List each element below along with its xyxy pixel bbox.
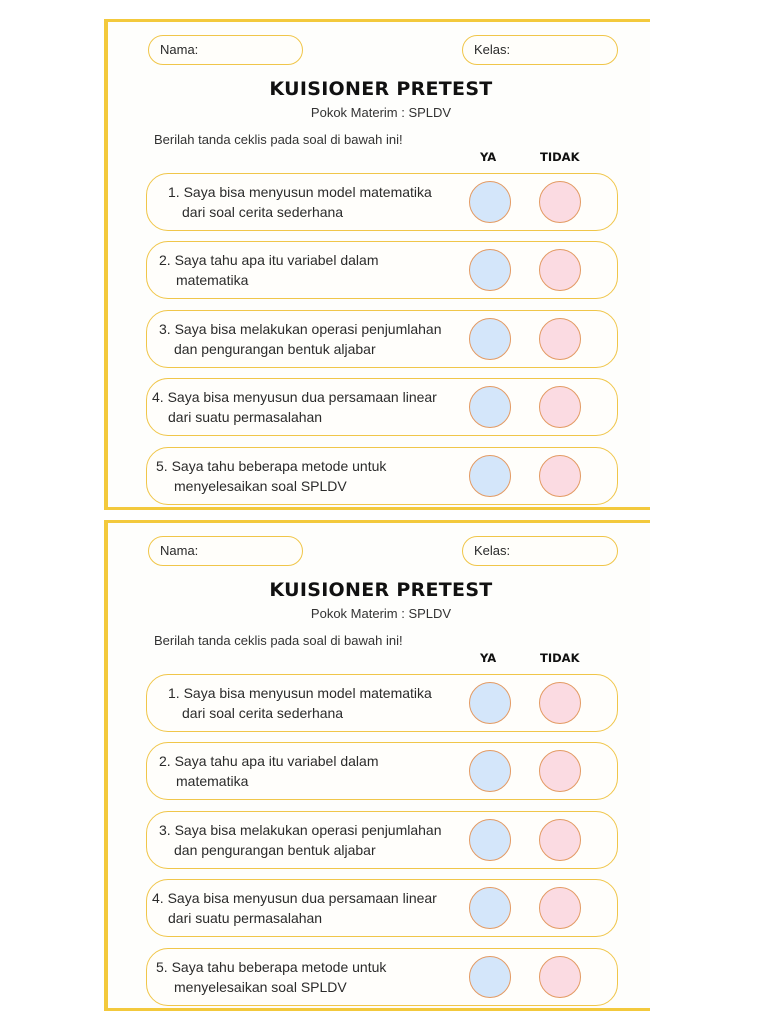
- ya-checkbox[interactable]: [469, 455, 511, 497]
- question-text: 3. Saya bisa melakukan operasi penjumlahan dan pengurangan bentuk aljabar: [159, 321, 442, 357]
- question-row: [146, 241, 618, 299]
- tidak-checkbox[interactable]: [539, 386, 581, 428]
- page-subtitle: Pokok Materim : SPLDV: [310, 105, 452, 120]
- question-row: [146, 948, 618, 1006]
- question-row: [146, 378, 618, 436]
- column-header-tidak: TIDAK: [540, 651, 580, 665]
- ya-checkbox[interactable]: [469, 249, 511, 291]
- question-text: 2. Saya tahu apa itu variabel dalam matematika: [159, 252, 379, 288]
- tidak-checkbox[interactable]: [539, 750, 581, 792]
- nama-field[interactable]: [148, 35, 303, 65]
- tidak-checkbox[interactable]: [539, 249, 581, 291]
- kelas-field[interactable]: [462, 35, 618, 65]
- nama-field[interactable]: [148, 536, 303, 566]
- tidak-checkbox[interactable]: [539, 887, 581, 929]
- column-header-ya: YA: [480, 651, 497, 665]
- questionnaire-card-1: [104, 19, 650, 510]
- ya-checkbox[interactable]: [469, 956, 511, 998]
- question-text: 4. Saya bisa menyusun dua persamaan linear dari suatu permasalahan: [152, 890, 437, 926]
- question-text: 5. Saya tahu beberapa metode untuk menyelesaikan soal SPLDV: [156, 959, 387, 995]
- question-text: 1. Saya bisa menyusun model matematika dari soal cerita sederhana: [168, 685, 432, 721]
- question-row: [146, 879, 618, 937]
- nama-label: Nama:: [160, 42, 199, 57]
- tidak-checkbox[interactable]: [539, 819, 581, 861]
- page-title: KUISIONER PRETEST: [269, 78, 493, 100]
- question-row: [146, 742, 618, 800]
- instruction-text: Berilah tanda ceklis pada soal di bawah ini!: [154, 132, 403, 147]
- question-row: [146, 173, 618, 231]
- ya-checkbox[interactable]: [469, 750, 511, 792]
- question-row: [146, 674, 618, 732]
- question-text: 3. Saya bisa melakukan operasi penjumlahan dan pengurangan bentuk aljabar: [159, 822, 442, 858]
- kelas-label: Kelas:: [474, 543, 511, 558]
- tidak-checkbox[interactable]: [539, 956, 581, 998]
- nama-label: Nama:: [160, 543, 199, 558]
- tidak-checkbox[interactable]: [539, 181, 581, 223]
- question-text: 2. Saya tahu apa itu variabel dalam matematika: [159, 753, 379, 789]
- question-row: [146, 811, 618, 869]
- question-row: [146, 310, 618, 368]
- question-text: 5. Saya tahu beberapa metode untuk menyelesaikan soal SPLDV: [156, 458, 387, 494]
- question-text: 1. Saya bisa menyusun model matematika dari soal cerita sederhana: [168, 184, 432, 220]
- tidak-checkbox[interactable]: [539, 455, 581, 497]
- page-subtitle: Pokok Materim : SPLDV: [310, 606, 452, 621]
- kelas-field[interactable]: [462, 536, 618, 566]
- column-header-tidak: TIDAK: [540, 150, 580, 164]
- ya-checkbox[interactable]: [469, 386, 511, 428]
- question-row: [146, 447, 618, 505]
- ya-checkbox[interactable]: [469, 819, 511, 861]
- page-title: KUISIONER PRETEST: [269, 579, 493, 601]
- instruction-text: Berilah tanda ceklis pada soal di bawah ini!: [154, 633, 403, 648]
- ya-checkbox[interactable]: [469, 318, 511, 360]
- column-header-ya: YA: [480, 150, 497, 164]
- question-text: 4. Saya bisa menyusun dua persamaan linear dari suatu permasalahan: [152, 389, 437, 425]
- questionnaire-card-2: [104, 520, 650, 1011]
- ya-checkbox[interactable]: [469, 682, 511, 724]
- ya-checkbox[interactable]: [469, 181, 511, 223]
- tidak-checkbox[interactable]: [539, 682, 581, 724]
- ya-checkbox[interactable]: [469, 887, 511, 929]
- kelas-label: Kelas:: [474, 42, 511, 57]
- tidak-checkbox[interactable]: [539, 318, 581, 360]
